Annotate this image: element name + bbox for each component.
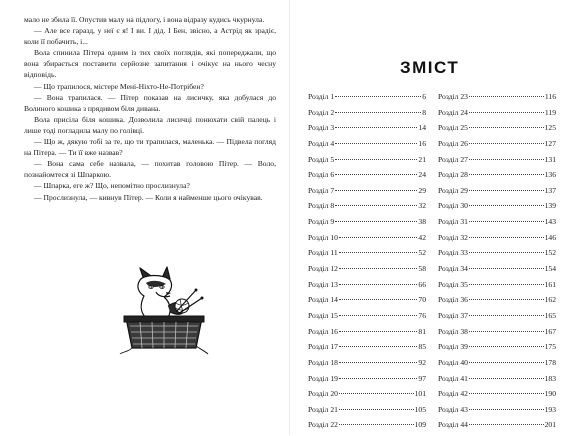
toc-page-number: 165 [544, 310, 556, 320]
story-paragraph: Вола присіла біля кошика. Дозволила лисичці понюхати свій палець і лише тоді погладила малу по голівці. [24, 114, 276, 135]
toc-entry [438, 264, 556, 280]
story-text [24, 14, 276, 203]
toc-chapter-label: Розділ 13 [308, 279, 338, 289]
toc-entry [438, 186, 556, 202]
toc-chapter-label: Розділ 7 [308, 185, 335, 195]
toc-chapter-label: Розділ 15 [308, 310, 338, 320]
toc-leader-dots [339, 362, 417, 363]
toc-leader-dots [469, 331, 544, 332]
toc-chapter-label: Розділ 28 [438, 170, 468, 180]
toc-page-number: 38 [418, 217, 426, 227]
toc-leader-dots [335, 96, 421, 97]
toc-chapter-label: Розділ 18 [308, 357, 338, 367]
toc-page-number: 178 [544, 357, 556, 367]
toc-chapter-label: Розділ 20 [308, 389, 338, 399]
story-paragraph: — Прослизнула, — кивнув Пітер. — Коли я найменше цього очікував. [34, 192, 263, 202]
toc-chapter-label: Розділ 8 [308, 201, 335, 211]
toc-entry [308, 311, 426, 327]
toc-chapter-label: Розділ 33 [438, 248, 468, 258]
toc-chapter-label: Розділ 19 [308, 373, 338, 383]
toc-chapter-label: Розділ 43 [438, 404, 468, 414]
toc-leader-dots [469, 424, 544, 425]
toc-page-number: 16 [418, 138, 426, 148]
toc-chapter-label: Розділ 24 [438, 107, 468, 117]
toc-entry [308, 248, 426, 264]
toc-chapter-label: Розділ 21 [308, 404, 338, 414]
story-paragraph: — Що трапилося, містере Мені-Ніхто-Не-Потрібен? [34, 81, 204, 91]
toc-leader-dots [469, 143, 544, 144]
toc-leader-dots [339, 378, 417, 379]
toc-page-number: 154 [544, 264, 556, 274]
toc-page-number: 127 [544, 138, 556, 148]
toc-page-number: 58 [418, 264, 426, 274]
toc-leader-dots [339, 268, 417, 269]
toc-chapter-label: Розділ 3 [308, 123, 335, 133]
toc-chapter-label: Розділ 36 [438, 295, 468, 305]
toc-chapter-label: Розділ 41 [438, 373, 468, 383]
toc-page-number: 101 [414, 389, 426, 399]
toc-page-number: 139 [544, 201, 556, 211]
toc-leader-dots [339, 409, 414, 410]
toc-page-number: 85 [418, 342, 426, 352]
toc-chapter-label: Розділ 37 [438, 310, 468, 320]
toc-leader-dots [339, 284, 417, 285]
toc-chapter-label: Розділ 35 [438, 279, 468, 289]
toc-page-number: 76 [418, 310, 426, 320]
toc-title: ЗМІСТ [400, 58, 460, 77]
toc-leader-dots [469, 315, 544, 316]
right-page [298, 0, 580, 435]
toc-leader-dots [469, 268, 544, 269]
toc-chapter-label: Розділ 44 [438, 420, 468, 430]
toc-entry [438, 217, 556, 233]
toc-entry [308, 264, 426, 280]
toc-chapter-label: Розділ 22 [308, 420, 338, 430]
toc-chapter-label: Розділ 17 [308, 342, 338, 352]
toc-chapter-label: Розділ 23 [438, 92, 468, 101]
toc-entry [308, 186, 426, 202]
toc-leader-dots [469, 112, 544, 113]
toc-leader-dots [335, 205, 417, 206]
toc-page-number: 32 [418, 201, 426, 211]
toc-leader-dots [335, 159, 417, 160]
toc-entry [308, 139, 426, 155]
story-paragraph: — Вона трапилася. — Пітер показав на лисичку, яка добулася до Волиного кошика з прядивом біля дивана. [24, 92, 276, 113]
toc-leader-dots [339, 331, 417, 332]
toc-leader-dots [335, 112, 421, 113]
toc-chapter-label: Розділ 14 [308, 295, 338, 305]
toc-leader-dots [335, 174, 417, 175]
toc-page-number: 152 [544, 248, 556, 258]
toc-chapter-label: Розділ 25 [438, 123, 468, 133]
story-paragraph: — Вона сама себе назвала, — похитав головою Пітер. — Воло, познайомтеся зі Шпаркою. [24, 159, 276, 180]
toc-entry [308, 280, 426, 296]
toc-chapter-label: Розділ 30 [438, 201, 468, 211]
toc-entry [438, 155, 556, 171]
toc-leader-dots [469, 205, 544, 206]
toc-leader-dots [469, 409, 544, 410]
toc-entry [308, 108, 426, 124]
toc-leader-dots [469, 96, 544, 97]
toc-page-number: 201 [544, 420, 556, 430]
toc-chapter-label: Розділ 1 [308, 92, 335, 101]
toc-page-number: 143 [544, 217, 556, 227]
toc-entry [438, 92, 556, 108]
toc-entry [308, 405, 426, 421]
toc-leader-dots [469, 393, 544, 394]
toc-leader-dots [469, 221, 544, 222]
toc-page-number: 137 [544, 185, 556, 195]
toc-page-number: 183 [544, 373, 556, 383]
toc-entry [438, 170, 556, 186]
story-paragraph: — Але все гаразд, у неї є я! І ви. І дід. І Бен, звісно, а Астрід як зрадіє, коли її побачить, і... [24, 26, 276, 47]
toc-column-right [438, 92, 556, 436]
toc-page-number: 70 [418, 295, 426, 305]
toc-entry [438, 295, 556, 311]
toc-entry [438, 233, 556, 249]
toc-chapter-label: Розділ 4 [308, 138, 335, 148]
toc-entry [438, 139, 556, 155]
toc-page-number: 29 [418, 185, 426, 195]
toc-page-number: 125 [544, 123, 556, 133]
toc-leader-dots [469, 127, 544, 128]
toc-page-number: 81 [418, 326, 426, 336]
toc-leader-dots [469, 346, 544, 347]
toc-leader-dots [469, 159, 544, 160]
toc-entry [308, 201, 426, 217]
toc-page-number: 92 [418, 357, 426, 367]
toc-chapter-label: Розділ 26 [438, 138, 468, 148]
toc-leader-dots [335, 143, 417, 144]
story-paragraph: Вола спинила Пітера одним із тих своїх поглядів, які попереджали, що вона збирається поставити серйозне запитання і очікує на нього чесну відповідь. [24, 48, 276, 80]
toc-page-number: 190 [544, 389, 556, 399]
toc-page-number: 105 [414, 404, 426, 414]
toc-entry [438, 108, 556, 124]
toc-entry [438, 280, 556, 296]
toc-leader-dots [335, 221, 417, 222]
toc-entry [438, 201, 556, 217]
toc-page-number: 42 [418, 232, 426, 242]
toc-chapter-label: Розділ 29 [438, 185, 468, 195]
toc-chapter-label: Розділ 9 [308, 217, 335, 227]
toc-page-number: 8 [422, 107, 426, 117]
toc-entry [308, 295, 426, 311]
toc-entry [438, 123, 556, 139]
toc-entry [308, 358, 426, 374]
page-gutter [289, 0, 290, 435]
toc-chapter-label: Розділ 32 [438, 232, 468, 242]
toc-page-number: 109 [414, 420, 426, 430]
toc-entry [438, 374, 556, 390]
toc-leader-dots [339, 237, 417, 238]
toc-chapter-label: Розділ 34 [438, 264, 468, 274]
toc-entry [308, 155, 426, 171]
toc-chapter-label: Розділ 27 [438, 154, 468, 164]
toc-entry [308, 420, 426, 436]
toc-entry [438, 342, 556, 358]
toc-leader-dots [469, 252, 544, 253]
toc-entry [438, 389, 556, 405]
toc-entry [308, 123, 426, 139]
toc-chapter-label: Розділ 38 [438, 326, 468, 336]
toc-entry [308, 233, 426, 249]
story-paragraph: — Що ж, дякую тобі за те, що ти трапилася, маленька. — Підвела погляд на Пітера. — Ти її вже назвав? [24, 137, 276, 158]
toc-leader-dots [339, 252, 418, 253]
toc-entry [308, 217, 426, 233]
toc-column-left [308, 92, 426, 436]
toc-page-number: 175 [544, 342, 556, 352]
toc-entry [438, 420, 556, 436]
toc-entry [308, 342, 426, 358]
toc-page-number: 6 [422, 92, 426, 101]
toc-leader-dots [339, 346, 417, 347]
toc-chapter-label: Розділ 11 [308, 248, 338, 258]
fox-in-yarn-basket-icon [118, 266, 210, 356]
toc-leader-dots [469, 174, 544, 175]
toc-chapter-label: Розділ 42 [438, 389, 468, 399]
toc-page-number: 97 [418, 373, 426, 383]
toc-page-number: 136 [544, 170, 556, 180]
toc-page-number: 24 [418, 170, 426, 180]
toc-leader-dots [469, 237, 544, 238]
toc-leader-dots [469, 378, 544, 379]
toc-chapter-label: Розділ 2 [308, 107, 335, 117]
toc-leader-dots [339, 393, 414, 394]
toc-leader-dots [339, 299, 417, 300]
toc-entry [308, 170, 426, 186]
toc-page-number: 162 [544, 295, 556, 305]
toc-leader-dots [469, 190, 544, 191]
toc-page-number: 167 [544, 326, 556, 336]
toc-entry [438, 311, 556, 327]
toc-chapter-label: Розділ 12 [308, 264, 338, 274]
toc-entry [308, 327, 426, 343]
story-paragraph: мало не збила її. Опустив малу на підлогу, і вона відразу кудись чкурнула. [24, 15, 265, 24]
toc-entry [438, 405, 556, 421]
toc-chapter-label: Розділ 39 [438, 342, 468, 352]
toc-leader-dots [335, 127, 417, 128]
toc-chapter-label: Розділ 40 [438, 357, 468, 367]
toc-chapter-label: Розділ 5 [308, 154, 335, 164]
toc-page-number: 131 [544, 154, 556, 164]
toc-chapter-label: Розділ 16 [308, 326, 338, 336]
story-paragraph: — Шпарка, еге ж? Що, непомітно прослизнула? [34, 181, 190, 191]
toc-entry [438, 327, 556, 343]
toc-page-number: 21 [418, 154, 426, 164]
toc-chapter-label: Розділ 6 [308, 170, 335, 180]
toc-chapter-label: Розділ 10 [308, 232, 338, 242]
toc-leader-dots [339, 315, 417, 316]
toc-entry [308, 374, 426, 390]
toc-entry [438, 248, 556, 264]
toc-page-number: 14 [418, 123, 426, 133]
toc-page-number: 116 [544, 92, 556, 101]
toc-page-number: 193 [544, 404, 556, 414]
toc-chapter-label: Розділ 31 [438, 217, 468, 227]
toc-page-number: 119 [544, 107, 556, 117]
toc-leader-dots [339, 424, 414, 425]
toc-leader-dots [469, 284, 544, 285]
toc-entry [438, 358, 556, 374]
toc-leader-dots [469, 299, 544, 300]
toc-entry [308, 92, 426, 108]
toc-entry [308, 389, 426, 405]
toc-leader-dots [469, 362, 544, 363]
left-page [24, 14, 276, 203]
toc-leader-dots [335, 190, 417, 191]
toc-page-number: 66 [418, 279, 426, 289]
toc-page-number: 52 [418, 248, 426, 258]
toc-page-number: 146 [544, 232, 556, 242]
toc-page-number: 161 [544, 279, 556, 289]
